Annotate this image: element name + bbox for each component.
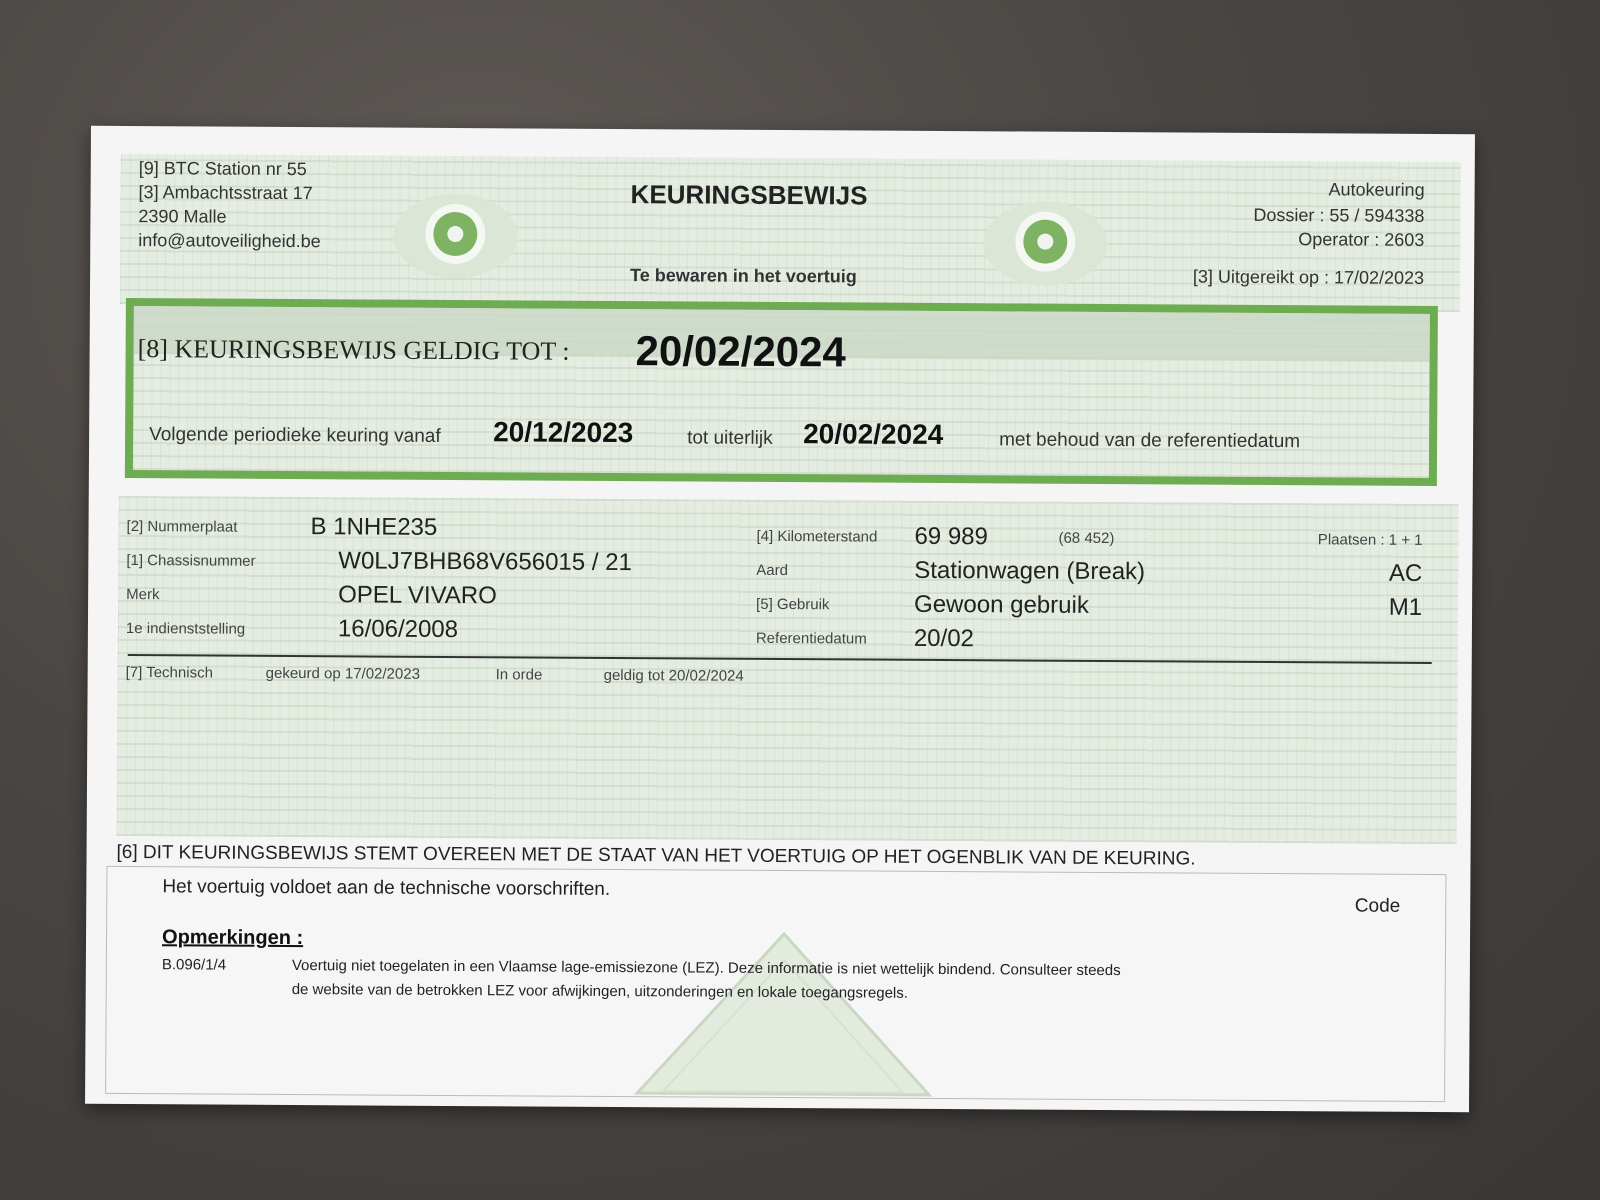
document-subtitle: Te bewaren in het voertuig <box>630 265 857 287</box>
technical-label: [7] Technisch <box>125 664 213 682</box>
eye-emblem-left-icon <box>390 186 521 287</box>
station-city: 2390 Malle <box>138 206 227 227</box>
validity-label: [8] KEURINGSBEWIJS GELDIG TOT : <box>137 334 570 366</box>
first-registration-label: 1e indienststelling <box>125 620 246 638</box>
remarks-heading: Opmerkingen : <box>161 926 304 950</box>
station-street: [3] Ambachtsstraat 17 <box>138 182 313 204</box>
issue-date: [3] Uitgereikt op : 17/02/2023 <box>1192 266 1425 288</box>
next-inspection-prefix: Volgende periodieke keuring vanaf <box>149 424 441 447</box>
security-pattern-top <box>120 154 1461 312</box>
technical-valid: geldig tot 20/02/2024 <box>603 666 744 685</box>
remark-line-1: Voertuig niet toegelaten in een Vlaamse lage-emissiezone (LEZ). Deze informatie is niet wettelijk bindend. Consulteer steeds <box>291 957 1121 980</box>
inspection-type: Autokeuring <box>1328 179 1425 200</box>
usage-value: Gewoon gebruik <box>914 590 1089 619</box>
document-title: KEURINGSBEWIJS <box>630 179 868 211</box>
conformity-statement: [6] DIT KEURINGSBEWIJS STEMT OVEREEN MET DE STAAT VAN HET VOERTUIG OP HET OGENBLIK VAN DE KEURING. <box>116 841 1196 870</box>
km-previous: (68 452) <box>1058 529 1115 548</box>
next-inspection-mid: tot uiterlijk <box>687 427 773 449</box>
next-inspection-from: 20/12/2023 <box>493 416 634 449</box>
operator-number: Operator : 2603 <box>1298 229 1425 250</box>
reference-date-value: 20/02 <box>913 624 975 653</box>
vehicle-type-code: AC <box>1388 559 1423 587</box>
usage-code: M1 <box>1388 593 1423 621</box>
compliance-text: Het voertuig voldoet aan de technische voorschriften. <box>162 876 611 900</box>
chassis-value: W0LJ7BHB68V656015 / 21 <box>338 547 632 577</box>
seats-label: Plaatsen : 1 + 1 <box>1317 531 1423 549</box>
chassis-label: [1] Chassisnummer <box>126 552 256 570</box>
plate-value: B 1NHE235 <box>310 513 438 541</box>
remark-code: B.096/1/4 <box>161 956 227 974</box>
brand-value: OPEL VIVARO <box>338 581 497 610</box>
eye-emblem-right-icon <box>980 193 1111 294</box>
brand-label: Merk <box>126 586 160 604</box>
remark-line-2: de website van de betrokken LEZ voor afwijkingen, uitzonderingen en lokale toegangsregels. <box>291 981 909 1002</box>
vehicle-type-value: Stationwagen (Break) <box>914 556 1146 586</box>
station-name: [9] BTC Station nr 55 <box>138 158 307 180</box>
first-registration-value: 16/06/2008 <box>337 615 459 644</box>
vehicle-type-label: Aard <box>756 561 789 580</box>
code-label: Code <box>1354 895 1401 917</box>
technical-status: In orde <box>495 666 543 684</box>
reference-date-label: Referentiedatum <box>755 629 867 648</box>
triangle-emblem-icon <box>633 929 934 1097</box>
technical-inspected: gekeurd op 17/02/2023 <box>265 664 421 683</box>
km-label: [4] Kilometerstand <box>756 527 878 546</box>
station-email: info@autoveiligheid.be <box>138 230 321 252</box>
km-value: 69 989 <box>914 522 988 551</box>
next-inspection-until: 20/02/2024 <box>803 418 944 450</box>
validity-box <box>125 298 1438 486</box>
validity-date: 20/02/2024 <box>635 327 846 376</box>
usage-label: [5] Gebruik <box>756 595 830 614</box>
next-inspection-suffix: met behoud van de referentiedatum <box>999 429 1301 453</box>
inspection-certificate <box>85 126 1475 1112</box>
plate-label: [2] Nummerplaat <box>126 518 238 536</box>
dossier-number: Dossier : 55 / 594338 <box>1253 204 1425 226</box>
